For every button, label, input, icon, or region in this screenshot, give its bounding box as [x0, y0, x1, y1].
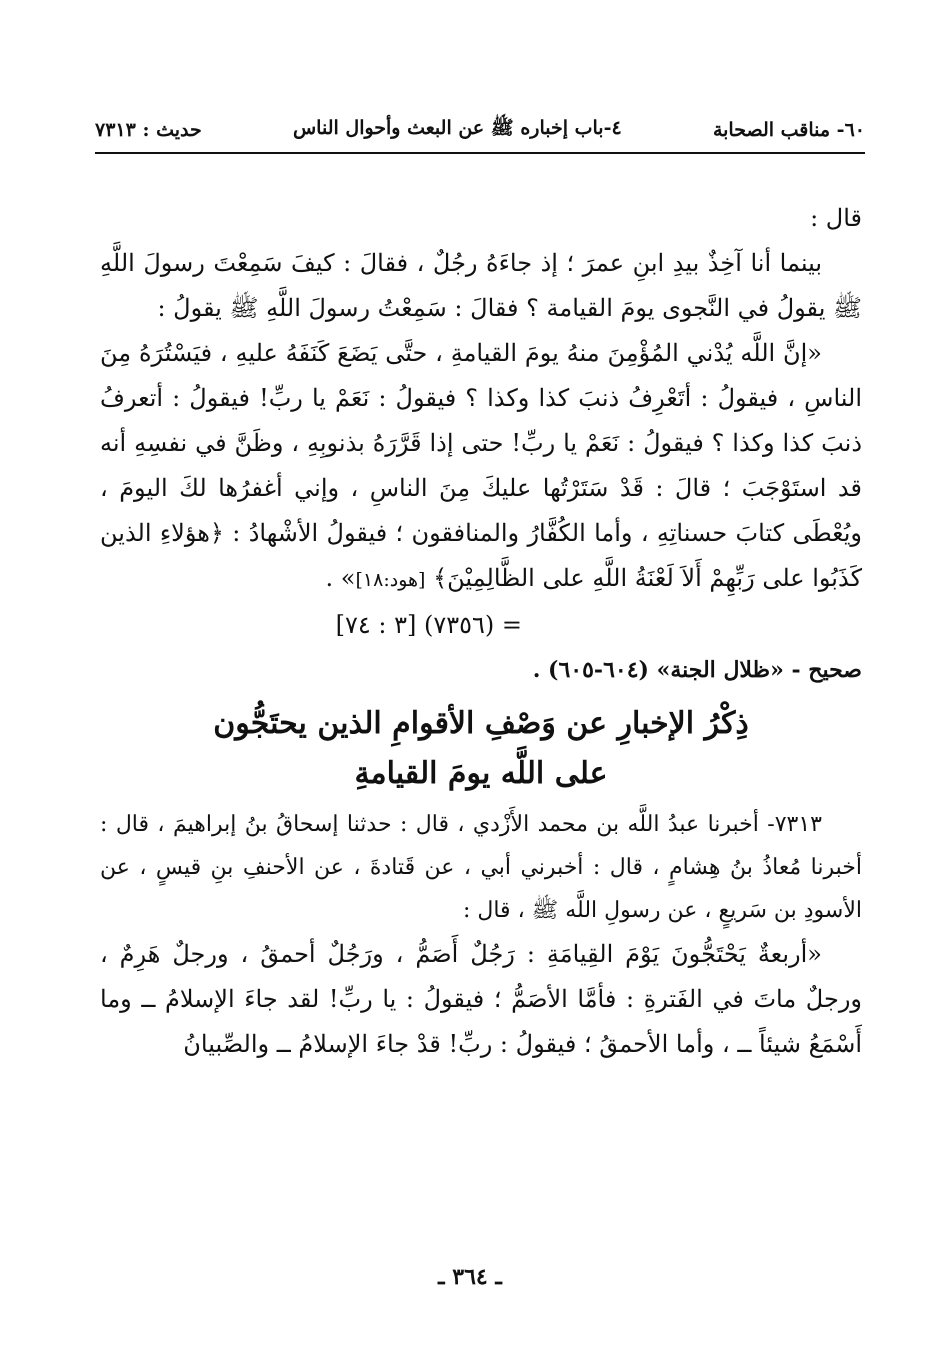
header-hadith-number: حديث : ٧٣١٣	[95, 119, 202, 141]
page-number: ـ ٣٦٤ ـ	[438, 1264, 502, 1290]
hadith-chain: ٧٣١٣- أخبرنا عبدُ اللَّه بن محمد الأَزْدي ، قال : حدثنا إسحاقُ بنُ إبراهيمَ ، قال : أخبرنا مُعاذُ بنُ هِشامٍ ، قال : أخبرني أبي ، عن قَتادةَ ، عن الأحنفِ بنِ قيسٍ ، عن الأسودِ بن سَريعٍ ، عن رسولِ اللَّه ﷺ ، قال :	[100, 812, 862, 923]
heading-line-2: على اللَّه يومَ القيامةِ	[354, 756, 608, 791]
final-paragraph: «أربعةٌ يَحْتَجُّونَ يَوْمَ القِيامَةِ : رَجُلٌ أَصَمُّ ، ورَجُلٌ أحمقُ ، ورجلٌ هَرِمٌ ، ورجلٌ ماتَ في الفَترةِ : فأمَّا الأصَمُّ ؛ فيقولُ : يا ربِّ! لقد جاءَ الإسلامُ ــ وما أَسْمَعُ شيئاً ــ ، وأما الأحمقُ ؛ فيقولُ : ربِّ! قدْ جاءَ الإسلامُ ــ والصِّبيانُ	[100, 940, 862, 1058]
paragraph-1: بينما أنا آخِذٌ بيدِ ابنِ عمرَ ؛ إذ جاءَهُ رجُلٌ ، فقالَ : كيفَ سَمِعْتَ رسولَ اللَّهِ ﷺ يقولُ في النَّجوى يومَ القيامة ؟ فقالَ : سَمِعْتُ رسولَ اللَّهِ ﷺ يقولُ :	[100, 249, 862, 322]
header-rule	[95, 152, 865, 154]
running-header	[95, 112, 865, 148]
paragraph-2-text: «إنَّ اللَّه يُدْني المُؤْمِنَ منهُ يومَ القيامةِ ، حتَّى يَضَعَ كَنَفَهُ عليهِ ، فيَسْتُرَهُ مِنَ الناسِ ، فيقولُ : أتَعْرِفُ ذنبَ كذا وكذا ؟ فيقولُ : نَعَمْ يا ربِّ! فيقولُ : أتعرفُ ذنبَ كذا وكذا ؟ فيقولُ : نَعَمْ يا ربِّ! حتى إذا قَرَّرَهُ بذنوبِهِ ، وظَنَّ في نفسِهِ أنه قد استَوْجَبَ ؛ قالَ : قَدْ سَتَرْتُها عليكَ مِنَ الناسِ ، وإني أغفرُها لكَ اليومَ ، ويُعْطَى كتابَ حسناتِهِ ، وأما الكُفَّارُ والمنافقون ؛ فيقولُ الأشْهادُ :	[100, 339, 863, 547]
quran-reference: [هود:١٨]	[355, 569, 426, 591]
paragraph-2-end: » .	[325, 564, 356, 592]
heading-line-1: ذِكْرُ الإخبارِ عن وَصْفِ الأقوامِ الذين يحتَجُّون	[213, 706, 749, 741]
paragraph-2	[100, 331, 862, 603]
header-section: ٤-باب إخباره ﷺ عن البعث وأحوال الناس	[292, 117, 622, 139]
cross-reference: = (٧٣٥٦) [٣ : ٧٤]	[335, 611, 522, 639]
hadith-grade: صحيح - «ظلال الجنة» (٦٠٤-٦٠٥) .	[532, 657, 862, 683]
header-chapter: ٦٠- مناقب الصحابة	[712, 119, 865, 141]
chapter-heading	[100, 699, 862, 799]
page-body	[100, 196, 862, 1067]
quran-verse: ﴿هؤلاءِ الذين كَذَبُوا على رَبِّهِمْ أَلاَ لَعْنَةُ اللَّهِ على الظَّالِمِيْنَ﴾	[100, 519, 862, 592]
qala-line: قال :	[810, 204, 862, 232]
